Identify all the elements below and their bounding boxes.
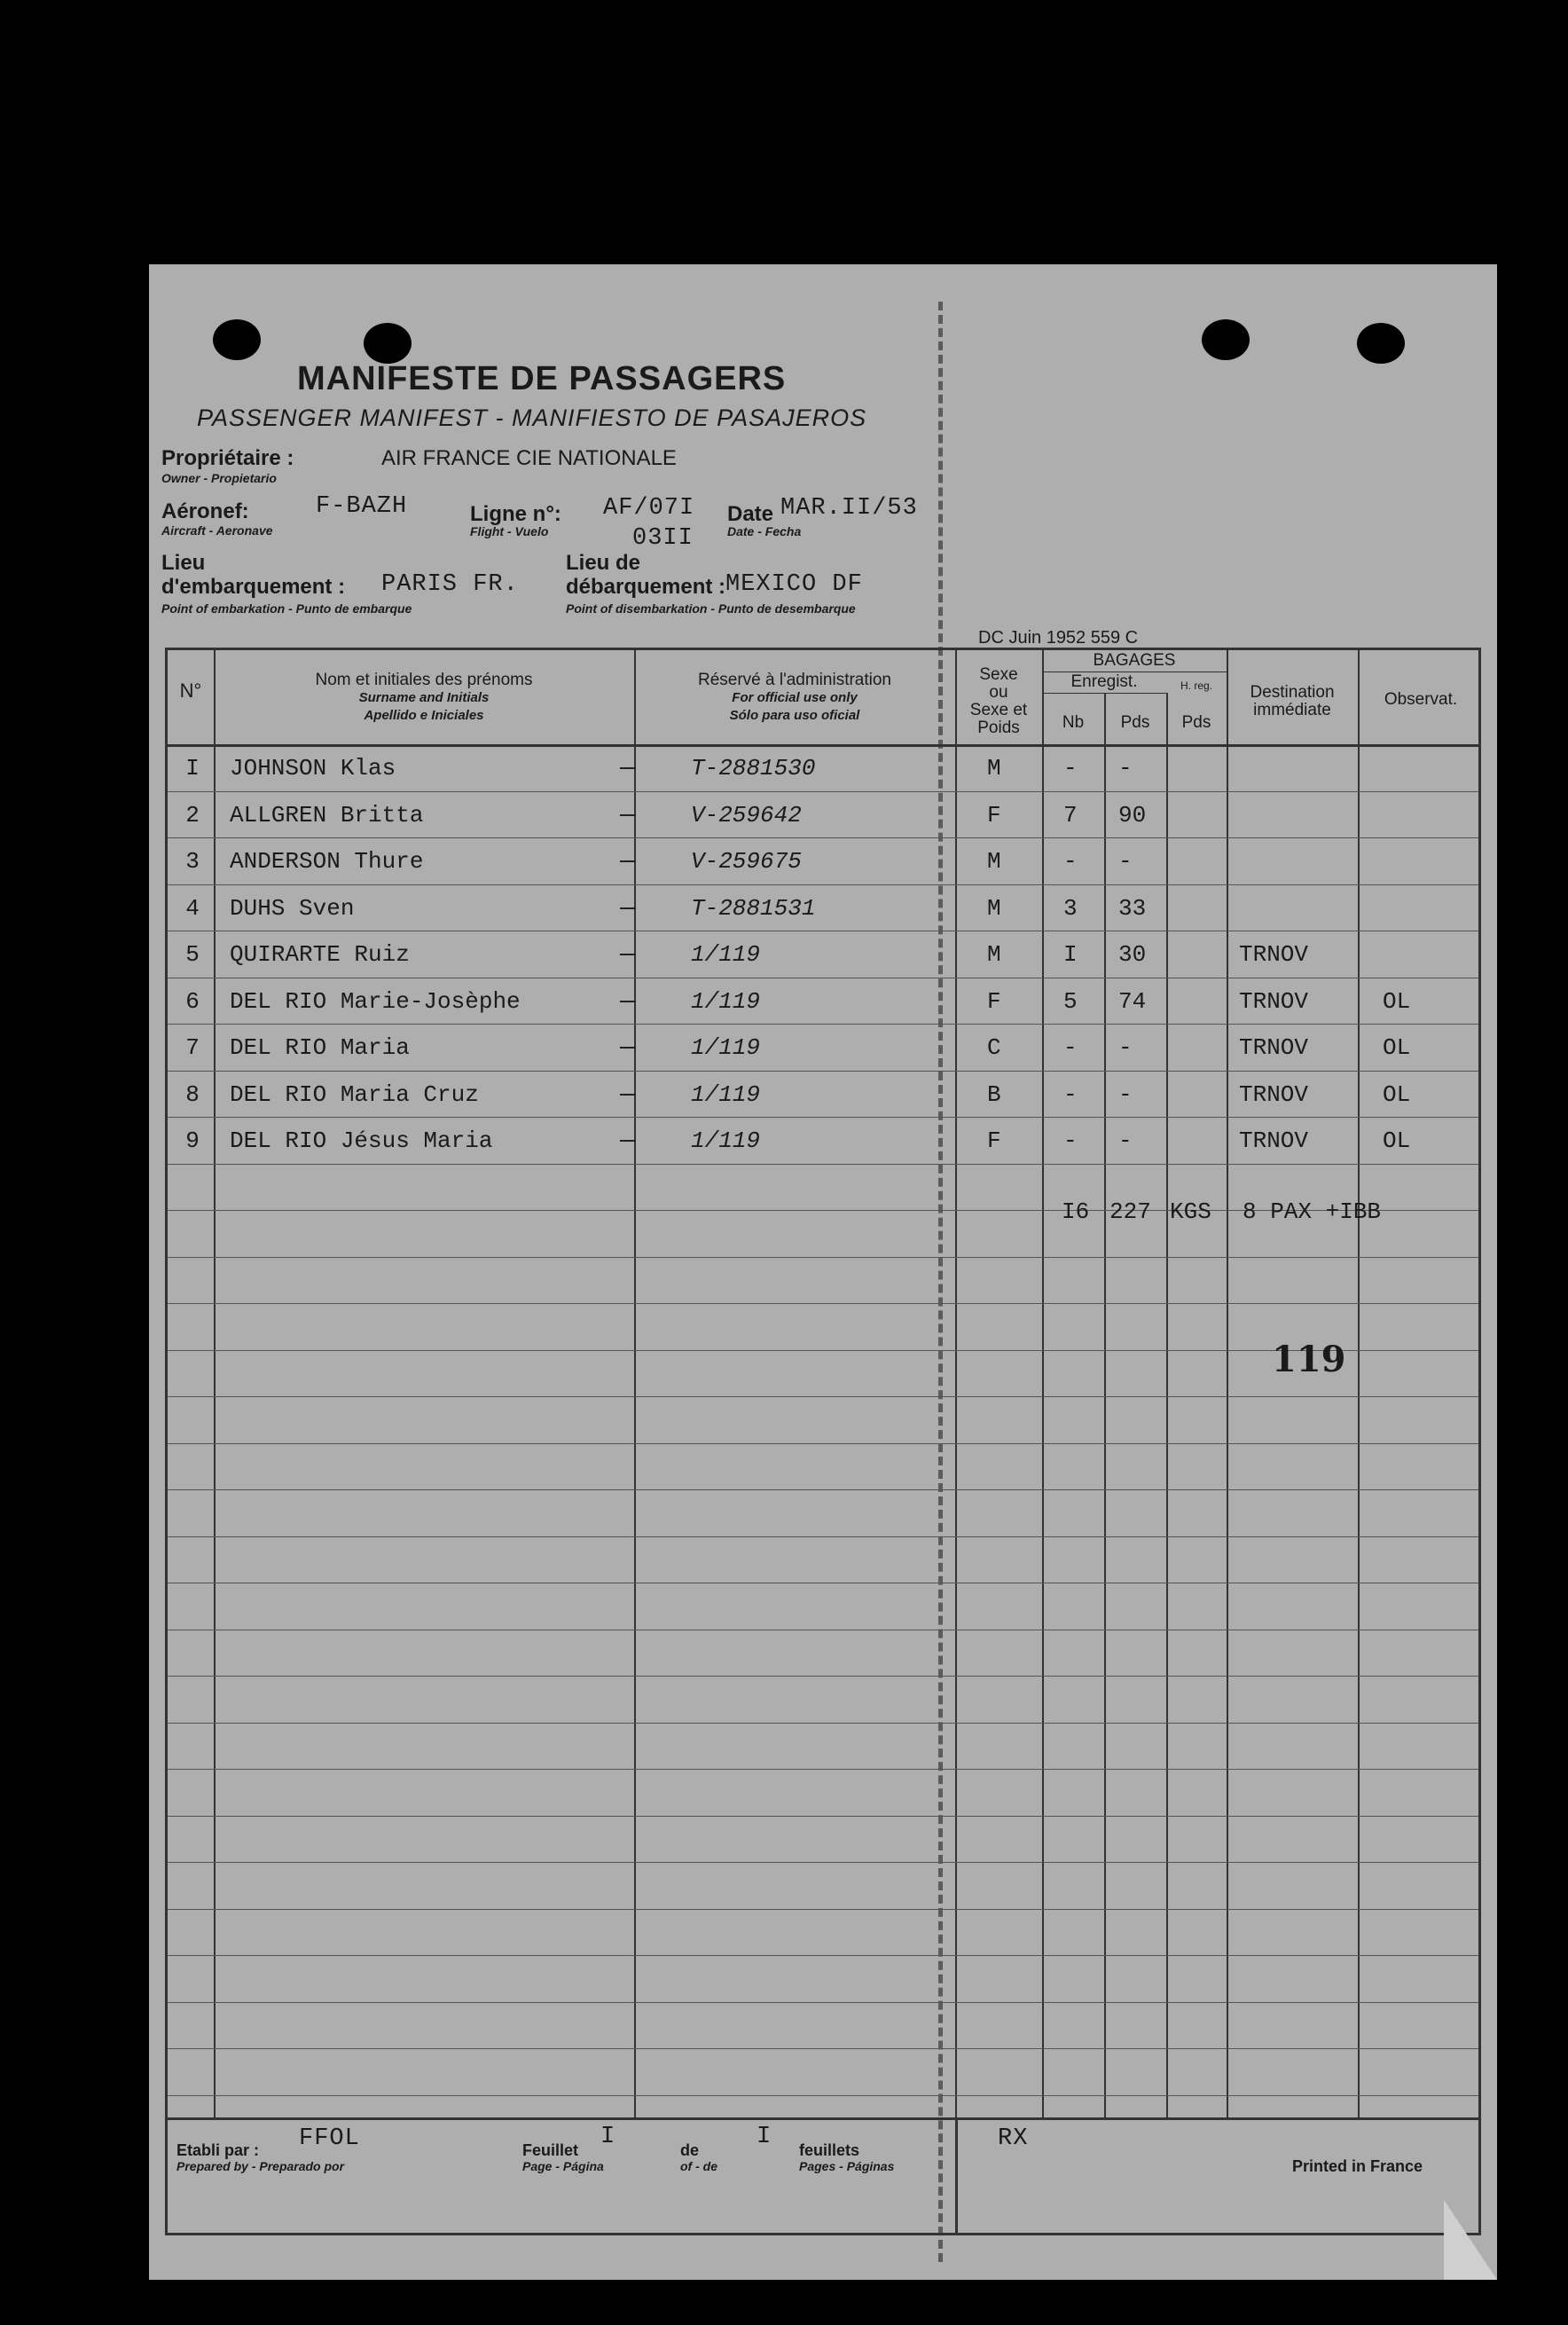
col-header-sex xyxy=(955,666,1042,737)
prepared-sublabel: Prepared by - Preparado por xyxy=(176,2159,345,2173)
ruled-line xyxy=(168,1816,1478,1817)
cell-sex: C xyxy=(987,1034,1001,1061)
of-value: I xyxy=(757,2124,772,2150)
flight-number-2: 03II xyxy=(632,525,694,552)
ruled-line xyxy=(168,1303,1478,1304)
cell-no: 8 xyxy=(185,1080,200,1108)
table-row xyxy=(168,837,1478,884)
cell-obs: OL xyxy=(1383,1034,1411,1061)
cell-nb: 3 xyxy=(1063,894,1078,922)
col-header-admin-fr: Réservé à l'administration xyxy=(698,671,891,689)
cell-pds: - xyxy=(1118,1080,1133,1108)
sheet-value: I xyxy=(600,2124,616,2150)
owner-label: Propriétaire : xyxy=(161,446,294,470)
cell-sex: M xyxy=(987,894,1001,922)
cell-nb: - xyxy=(1063,1080,1078,1108)
rx-mark: RX xyxy=(998,2125,1029,2152)
cell-admin: 1/119 xyxy=(691,1080,761,1108)
col-header-name-fr: Nom et initiales des prénoms xyxy=(315,671,533,689)
punch-hole xyxy=(213,319,261,360)
ruled-line xyxy=(168,2095,1478,2096)
aircraft-label: Aéronef: xyxy=(161,499,249,523)
dash-mark xyxy=(620,767,636,769)
sheet-sublabel: Page - Página xyxy=(522,2159,604,2173)
dash-mark xyxy=(620,1094,636,1096)
cell-no: 3 xyxy=(185,848,200,875)
cell-sex: M xyxy=(987,941,1001,968)
dash-mark xyxy=(620,860,636,862)
ruled-line xyxy=(168,1396,1478,1397)
cell-admin: V-259642 xyxy=(691,801,802,829)
table-row xyxy=(168,744,1478,791)
manifest-sheet xyxy=(149,264,1497,2280)
cell-obs: OL xyxy=(1383,1080,1411,1108)
cell-pds: - xyxy=(1118,1127,1133,1154)
cell-no: 2 xyxy=(185,801,200,829)
ruled-line xyxy=(168,1489,1478,1490)
ruled-line xyxy=(168,1723,1478,1724)
cell-dest: TRNOV xyxy=(1239,1034,1309,1061)
ruled-line xyxy=(168,1443,1478,1444)
col-header-admin-en: For official use only xyxy=(732,690,858,705)
cell-name: QUIRARTE Ruiz xyxy=(230,941,410,968)
sheets-label: feuillets xyxy=(799,2141,860,2159)
aircraft-value: F-BAZH xyxy=(316,493,408,520)
cell-pds: - xyxy=(1118,1034,1133,1061)
cell-nb: I xyxy=(1063,941,1078,968)
embark-label-2: d'embarquement : xyxy=(161,575,346,599)
date-label: Date xyxy=(727,502,774,526)
flight-value: AF/07I xyxy=(603,495,695,522)
dash-mark xyxy=(620,954,636,955)
col-header-pds2: Pds xyxy=(1181,713,1211,732)
cell-sex: M xyxy=(987,848,1001,875)
date-value: MAR.II/53 xyxy=(780,495,918,522)
printed-in-france: Printed in France xyxy=(1292,2157,1423,2175)
cell-sex: M xyxy=(987,755,1001,782)
dash-mark xyxy=(620,1047,636,1049)
col-header-enreg: Enregist. xyxy=(1070,672,1138,691)
col-header-nb: Nb xyxy=(1062,713,1085,732)
cell-pds: 74 xyxy=(1118,987,1147,1015)
table-row xyxy=(168,931,1478,978)
cell-pds: 33 xyxy=(1118,894,1147,922)
cell-name: JOHNSON Klas xyxy=(230,755,396,782)
form-title: MANIFESTE DE PASSAGERS xyxy=(297,360,787,397)
total-weight: 227 xyxy=(1109,1198,1151,1225)
table-row xyxy=(168,1071,1478,1118)
ruled-line xyxy=(168,1955,1478,1956)
ruled-line xyxy=(168,1862,1478,1863)
col-header-pds: Pds xyxy=(1120,713,1150,732)
of-sublabel: of - de xyxy=(680,2159,717,2173)
disembark-label-1: Lieu de xyxy=(566,551,641,575)
cell-admin: V-259675 xyxy=(691,848,802,875)
flight-sublabel: Flight - Vuelo xyxy=(470,524,549,538)
prepared-label: Etabli par : xyxy=(176,2141,260,2159)
col-header-name xyxy=(214,672,634,725)
cell-name: ANDERSON Thure xyxy=(230,848,424,875)
table-row xyxy=(168,884,1478,931)
folded-corner xyxy=(1444,2200,1497,2280)
dash-mark xyxy=(620,1140,636,1142)
cell-admin: T-2881531 xyxy=(691,894,816,922)
cell-no: 4 xyxy=(185,894,200,922)
cell-dest: TRNOV xyxy=(1239,1127,1309,1154)
col-header-admin-es: Sólo para uso oficial xyxy=(729,708,860,723)
col-header-dest-2: immédiate xyxy=(1253,701,1331,719)
table-row xyxy=(168,978,1478,1025)
col-header-dest-1: Destination xyxy=(1250,683,1335,702)
ruled-line xyxy=(168,1676,1478,1677)
cell-name: DEL RIO Marie-Josèphe xyxy=(230,987,521,1015)
table-row xyxy=(168,791,1478,838)
cell-name: DEL RIO Jésus Maria xyxy=(230,1127,493,1154)
cell-pds: 90 xyxy=(1118,801,1147,829)
col-header-sex-1: Sexe xyxy=(979,665,1018,684)
total-unit: KGS xyxy=(1170,1198,1211,1225)
cell-no: 5 xyxy=(185,941,200,968)
embark-sublabel: Point of embarkation - Punto de embarque xyxy=(161,601,412,616)
dash-mark xyxy=(620,907,636,909)
cell-no: 9 xyxy=(185,1127,200,1154)
cell-admin: 1/119 xyxy=(691,1034,761,1061)
cell-admin: 1/119 xyxy=(691,941,761,968)
flight-label: Ligne n°: xyxy=(470,502,561,526)
col-header-name-en: Surname and Initials xyxy=(358,690,490,705)
punch-hole xyxy=(1357,323,1405,364)
punch-hole xyxy=(1202,319,1250,360)
cell-dest: TRNOV xyxy=(1239,941,1309,968)
col-header-admin xyxy=(634,672,955,725)
disembark-value: MEXICO DF xyxy=(725,571,863,598)
col-header-obs: Observat. xyxy=(1384,690,1458,709)
cell-dest: TRNOV xyxy=(1239,1080,1309,1108)
form-footer xyxy=(165,2120,1481,2235)
aircraft-sublabel: Aircraft - Aeronave xyxy=(161,523,273,538)
col-header-sex-3: Sexe et xyxy=(969,701,1028,719)
cell-sex: F xyxy=(987,1127,1001,1154)
col-header-dest xyxy=(1227,684,1358,719)
stamp-number: 119 xyxy=(1272,1339,1346,1380)
punch-hole xyxy=(364,323,412,364)
table-row xyxy=(168,1024,1478,1071)
embark-value: PARIS FR. xyxy=(381,571,519,598)
date-sublabel: Date - Fecha xyxy=(727,524,802,538)
col-header-no: N° xyxy=(179,679,202,702)
form-reference: DC Juin 1952 559 C xyxy=(978,628,1139,648)
cell-nb: - xyxy=(1063,1034,1078,1061)
col-header-name-es: Apellido e Iniciales xyxy=(364,708,484,723)
col-header-bagages: BAGAGES xyxy=(1093,651,1176,670)
cell-sex: F xyxy=(987,801,1001,829)
ruled-line xyxy=(168,2048,1478,2049)
cell-nb: 5 xyxy=(1063,987,1078,1015)
dash-mark xyxy=(620,1001,636,1002)
form-subtitle: PASSENGER MANIFEST - MANIFIESTO DE PASAJEROS xyxy=(197,405,867,431)
ruled-line xyxy=(168,2002,1478,2003)
ruled-line xyxy=(168,1909,1478,1910)
cell-obs: OL xyxy=(1383,987,1411,1015)
cell-sex: F xyxy=(987,987,1001,1015)
col-header-sex-4: Poids xyxy=(977,719,1020,737)
sheet-label: Feuillet xyxy=(522,2141,579,2159)
col-header-sex-2: ou xyxy=(989,683,1008,702)
embark-label-1: Lieu xyxy=(161,551,206,575)
dash-mark xyxy=(620,814,636,816)
ruled-line xyxy=(168,1536,1478,1537)
cell-admin: 1/119 xyxy=(691,987,761,1015)
cell-nb: - xyxy=(1063,1127,1078,1154)
cell-pds: - xyxy=(1118,755,1133,782)
total-pax: 8 PAX +IBB xyxy=(1243,1198,1382,1225)
cell-admin: 1/119 xyxy=(691,1127,761,1154)
cell-obs: OL xyxy=(1383,1127,1411,1154)
ruled-line xyxy=(168,1769,1478,1770)
total-bags: I6 xyxy=(1062,1198,1090,1225)
cell-name: DEL RIO Maria Cruz xyxy=(230,1080,479,1108)
cell-no: 6 xyxy=(185,987,200,1015)
cell-name: DUHS Sven xyxy=(230,894,355,922)
ruled-line xyxy=(168,1257,1478,1258)
cell-no: 7 xyxy=(185,1034,200,1061)
col-header-hors-reg: H. reg. xyxy=(1180,679,1212,692)
prepared-value: FFOL xyxy=(299,2125,360,2152)
cell-pds: - xyxy=(1118,848,1133,875)
cell-nb: - xyxy=(1063,755,1078,782)
cell-name: ALLGREN Britta xyxy=(230,801,424,829)
cell-dest: TRNOV xyxy=(1239,987,1309,1015)
cell-pds: 30 xyxy=(1118,941,1147,968)
cell-nb: 7 xyxy=(1063,801,1078,829)
disembark-sublabel: Point of disembarkation - Punto de desembarque xyxy=(566,601,856,616)
cell-no: I xyxy=(185,755,200,782)
of-label: de xyxy=(680,2141,700,2159)
cell-sex: B xyxy=(987,1080,1001,1108)
owner-sublabel: Owner - Propietario xyxy=(161,471,277,485)
owner-value: AIR FRANCE CIE NATIONALE xyxy=(381,446,677,470)
cell-admin: T-2881530 xyxy=(691,755,816,782)
cell-nb: - xyxy=(1063,848,1078,875)
ruled-line xyxy=(168,1164,1478,1165)
cell-name: DEL RIO Maria xyxy=(230,1034,410,1061)
disembark-label-2: débarquement : xyxy=(566,575,726,599)
sheets-sublabel: Pages - Páginas xyxy=(799,2159,895,2173)
passenger-table xyxy=(165,648,1481,2120)
table-row xyxy=(168,1117,1478,1164)
